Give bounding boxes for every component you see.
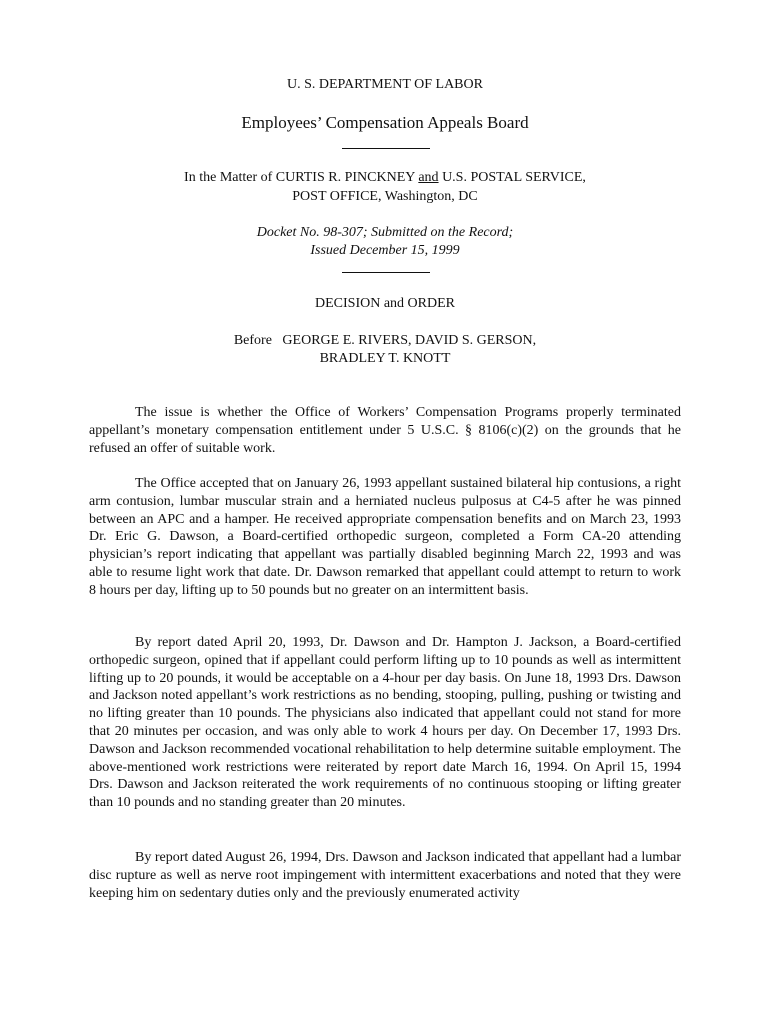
paragraph-issue: The issue is whether the Office of Workers’ Compensation Programs properly terminated appellant’s monetary compensation entitlement under 5 U.S.C. § 8106(c)(2) on the grounds that he refused an offer of suitable work.: [89, 405, 681, 456]
docket-line1: Docket No. 98-307; Submitted on the Record;: [256, 225, 514, 240]
paragraph-medical-reports: By report dated April 20, 1993, Dr. Dawson and Dr. Hampton J. Jackson, a Board-certified orthopedic surgeon, opined that if appellant could perform lifting up to 10 pounds as well as intermittent lifting up to 20 pounds, it would be acceptable on a 4-hour per day basis. On June 18, 1993 Drs. Dawson and Jackson noted appellant’s work restrictions as no bending, stooping, pulling, pushing or twisting and no lifting greater than 10 pounds. The physicians also indicated that appellant could not stand for more that 20 minutes per occasion, and was only able to work 4 hours per day. On December 17, 1993 Drs. Dawson and Jackson recommended vocational rehabilitation to help determine suitable employment. The above-mentioned work restrictions were reiterated by report date March 16, 1994. On April 15, 1994 Drs. Dawson and Jackson reiterated the work requirements of no continuous stooping or lifting greater than 10 pounds and no standing greater than 20 minutes.: [89, 635, 681, 811]
caption-and: and: [418, 170, 439, 185]
divider-rule: [342, 148, 430, 149]
decision-title: DECISION and ORDER: [315, 296, 455, 311]
case-caption-line2: POST OFFICE, Washington, DC: [292, 189, 478, 204]
paragraph-august-report: By report dated August 26, 1994, Drs. Dawson and Jackson indicated that appellant had a lumbar disc rupture as well as nerve root impingement with intermittent exacerbations and noted that they were keeping him on sedentary duties only and the previously enumerated activity: [89, 850, 681, 901]
paragraph-background: The Office accepted that on January 26, 1993 appellant sustained bilateral hip contusions, a right arm contusion, lumbar muscular strain and a herniated nucleus pulposus at C4-5 after he was pinned between an APC and a hamper. He received appropriate compensation benefits and on March 23, 1993 Dr. Eric G. Dawson, a Board-certified orthopedic surgeon, completed a Form CA-20 attending physician’s report indicating that appellant was partially disabled beginning March 22, 1993 and was able to resume light work that date. Dr. Dawson remarked that appellant could attempt to return to work 8 hours per day, lifting up to 50 pounds but no greater on an intermittent basis.: [89, 476, 681, 598]
caption-prefix: In the Matter of CURTIS R. PINCKNEY: [184, 170, 419, 185]
caption-suffix: U.S. POSTAL SERVICE,: [438, 170, 586, 185]
docket-line2: Issued December 15, 1999: [310, 243, 460, 258]
panel-line2: BRADLEY T. KNOTT: [319, 351, 451, 366]
panel-line1: Before GEORGE E. RIVERS, DAVID S. GERSON,: [233, 333, 537, 348]
divider-rule: [342, 272, 430, 273]
case-caption-line1: [0, 169, 770, 187]
board-title: Employees’ Compensation Appeals Board: [241, 113, 529, 132]
department-heading: U. S. DEPARTMENT OF LABOR: [287, 77, 483, 92]
